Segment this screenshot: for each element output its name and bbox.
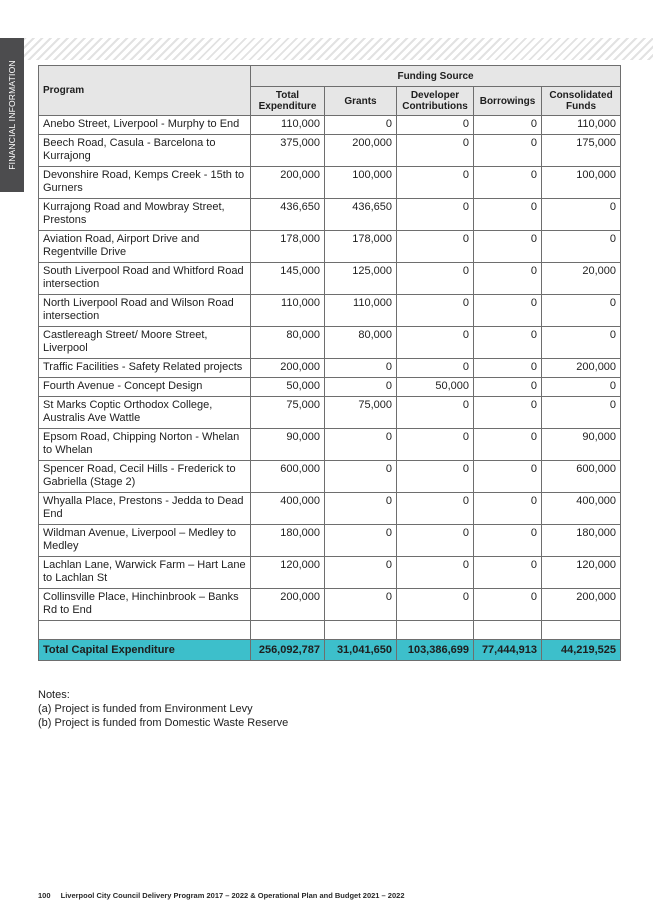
consolidated-funds-cell: 175,000	[542, 135, 621, 167]
grants-header: Grants	[325, 87, 397, 116]
total-expenditure-cell: 200,000	[251, 359, 325, 378]
table-row	[39, 135, 621, 167]
program-cell: Traffic Facilities - Safety Related projects	[39, 359, 251, 378]
borrowings-header: Borrowings	[474, 87, 542, 116]
grants-cell: 0	[325, 378, 397, 397]
borrowings-cell: 0	[474, 378, 542, 397]
total-label: Total Capital Expenditure	[39, 640, 251, 661]
grants-cell: 125,000	[325, 263, 397, 295]
grants-cell: 0	[325, 525, 397, 557]
blank-cell	[397, 621, 474, 640]
developer-contributions-cell: 0	[397, 557, 474, 589]
blank-row	[39, 621, 621, 640]
program-cell: Epsom Road, Chipping Norton - Whelan to Whelan	[39, 429, 251, 461]
borrowings-cell: 0	[474, 461, 542, 493]
consolidated-funds-cell: 110,000	[542, 116, 621, 135]
total-consolidated-value: 44,219,525	[542, 640, 621, 661]
total-expenditure-header: Total Expenditure	[251, 87, 325, 116]
total-expenditure-cell: 180,000	[251, 525, 325, 557]
table-row	[39, 397, 621, 429]
notes-section	[38, 688, 288, 730]
consolidated-funds-cell: 200,000	[542, 589, 621, 621]
developer-contributions-cell: 0	[397, 589, 474, 621]
consolidated-funds-cell: 200,000	[542, 359, 621, 378]
program-cell: Wildman Avenue, Liverpool – Medley to Medley	[39, 525, 251, 557]
borrowings-cell: 0	[474, 525, 542, 557]
developer-contributions-cell: 0	[397, 327, 474, 359]
table-row	[39, 199, 621, 231]
total-expenditure-value: 256,092,787	[251, 640, 325, 661]
borrowings-cell: 0	[474, 135, 542, 167]
note-line: (b) Project is funded from Domestic Waste Reserve	[38, 717, 289, 729]
borrowings-cell: 0	[474, 397, 542, 429]
total-expenditure-cell: 75,000	[251, 397, 325, 429]
grants-cell: 178,000	[325, 231, 397, 263]
side-tab-label: FINANCIAL INFORMATION	[7, 60, 17, 170]
program-cell: Castlereagh Street/ Moore Street, Liverpool	[39, 327, 251, 359]
total-expenditure-cell: 120,000	[251, 557, 325, 589]
table-row	[39, 493, 621, 525]
grants-cell: 110,000	[325, 295, 397, 327]
table-row	[39, 525, 621, 557]
blank-cell	[325, 621, 397, 640]
table-body	[39, 116, 621, 661]
borrowings-cell: 0	[474, 429, 542, 461]
developer-contributions-cell: 0	[397, 429, 474, 461]
total-expenditure-cell: 110,000	[251, 295, 325, 327]
grants-cell: 100,000	[325, 167, 397, 199]
developer-contributions-cell: 0	[397, 231, 474, 263]
developer-contributions-cell: 0	[397, 359, 474, 378]
total-expenditure-cell: 600,000	[251, 461, 325, 493]
table-row	[39, 359, 621, 378]
total-expenditure-cell: 436,650	[251, 199, 325, 231]
program-cell: Aviation Road, Airport Drive and Regentville Drive	[39, 231, 251, 263]
program-cell: South Liverpool Road and Whitford Road intersection	[39, 263, 251, 295]
consolidated-funds-cell: 0	[542, 295, 621, 327]
page-number: 100	[38, 891, 51, 900]
footer-title: Liverpool City Council Delivery Program 2017 – 2022 & Operational Plan and Budget 2021 – 2022	[60, 891, 405, 900]
borrowings-cell: 0	[474, 199, 542, 231]
total-expenditure-cell: 400,000	[251, 493, 325, 525]
developer-contributions-cell: 0	[397, 493, 474, 525]
program-cell: Spencer Road, Cecil Hills - Frederick to Gabriella (Stage 2)	[39, 461, 251, 493]
grants-cell: 0	[325, 557, 397, 589]
borrowings-cell: 0	[474, 231, 542, 263]
consolidated-funds-cell: 120,000	[542, 557, 621, 589]
grants-cell: 200,000	[325, 135, 397, 167]
grants-cell: 0	[325, 461, 397, 493]
consolidated-funds-cell: 90,000	[542, 429, 621, 461]
funding-source-header: Funding Source	[251, 66, 621, 87]
blank-cell	[39, 621, 251, 640]
blank-cell	[542, 621, 621, 640]
table-row	[39, 167, 621, 199]
program-cell: Collinsville Place, Hinchinbrook – Banks Rd to End	[39, 589, 251, 621]
table-row	[39, 461, 621, 493]
developer-contributions-cell: 0	[397, 135, 474, 167]
borrowings-cell: 0	[474, 359, 542, 378]
developer-contributions-cell: 0	[397, 295, 474, 327]
note-line: (a) Project is funded from Environment Levy	[38, 703, 253, 715]
consolidated-funds-cell: 0	[542, 327, 621, 359]
program-cell: Whyalla Place, Prestons - Jedda to Dead End	[39, 493, 251, 525]
developer-contributions-cell: 0	[397, 116, 474, 135]
grants-cell: 0	[325, 359, 397, 378]
notes-heading: Notes:	[38, 689, 70, 701]
total-expenditure-cell: 145,000	[251, 263, 325, 295]
total-grants-value: 31,041,650	[325, 640, 397, 661]
borrowings-cell: 0	[474, 116, 542, 135]
consolidated-funds-cell: 0	[542, 231, 621, 263]
total-expenditure-cell: 200,000	[251, 589, 325, 621]
grants-cell: 0	[325, 589, 397, 621]
total-developer-value: 103,386,699	[397, 640, 474, 661]
total-expenditure-cell: 80,000	[251, 327, 325, 359]
consolidated-funds-cell: 20,000	[542, 263, 621, 295]
developer-contributions-cell: 50,000	[397, 378, 474, 397]
consolidated-funds-cell: 100,000	[542, 167, 621, 199]
borrowings-cell: 0	[474, 327, 542, 359]
program-cell: Devonshire Road, Kemps Creek - 15th to Gurners	[39, 167, 251, 199]
consolidated-funds-cell: 600,000	[542, 461, 621, 493]
developer-contributions-cell: 0	[397, 525, 474, 557]
borrowings-cell: 0	[474, 557, 542, 589]
program-cell: Lachlan Lane, Warwick Farm – Hart Lane to Lachlan St	[39, 557, 251, 589]
capital-expenditure-table	[38, 65, 621, 661]
total-expenditure-cell: 110,000	[251, 116, 325, 135]
developer-contributions-cell: 0	[397, 263, 474, 295]
total-expenditure-cell: 50,000	[251, 378, 325, 397]
consolidated-funds-cell: 0	[542, 199, 621, 231]
program-cell: Fourth Avenue - Concept Design	[39, 378, 251, 397]
grants-cell: 436,650	[325, 199, 397, 231]
consolidated-funds-cell: 0	[542, 397, 621, 429]
developer-contributions-cell: 0	[397, 199, 474, 231]
table-row	[39, 589, 621, 621]
developer-contributions-cell: 0	[397, 167, 474, 199]
consolidated-funds-header: Consolidated Funds	[542, 87, 621, 116]
program-cell: North Liverpool Road and Wilson Road intersection	[39, 295, 251, 327]
side-section-tab	[0, 38, 24, 192]
grants-cell: 0	[325, 429, 397, 461]
consolidated-funds-cell: 180,000	[542, 525, 621, 557]
grants-cell: 0	[325, 493, 397, 525]
borrowings-cell: 0	[474, 263, 542, 295]
blank-cell	[474, 621, 542, 640]
program-cell: St Marks Coptic Orthodox College, Australis Ave Wattle	[39, 397, 251, 429]
page-footer	[38, 891, 405, 900]
total-row	[39, 640, 621, 661]
developer-contributions-cell: 0	[397, 397, 474, 429]
total-borrowings-value: 77,444,913	[474, 640, 542, 661]
grants-cell: 75,000	[325, 397, 397, 429]
total-expenditure-cell: 178,000	[251, 231, 325, 263]
blank-cell	[251, 621, 325, 640]
developer-contributions-cell: 0	[397, 461, 474, 493]
table-row	[39, 116, 621, 135]
table-row	[39, 327, 621, 359]
borrowings-cell: 0	[474, 295, 542, 327]
table-header	[39, 66, 621, 116]
table-row	[39, 429, 621, 461]
grants-cell: 0	[325, 116, 397, 135]
borrowings-cell: 0	[474, 589, 542, 621]
total-expenditure-cell: 375,000	[251, 135, 325, 167]
program-cell: Beech Road, Casula - Barcelona to Kurrajong	[39, 135, 251, 167]
decorative-hatch-band	[24, 38, 653, 60]
table-row	[39, 557, 621, 589]
developer-contributions-header: Developer Contributions	[397, 87, 474, 116]
total-expenditure-cell: 90,000	[251, 429, 325, 461]
program-cell: Kurrajong Road and Mowbray Street, Prestons	[39, 199, 251, 231]
program-column-header: Program	[39, 66, 251, 116]
table-row	[39, 295, 621, 327]
borrowings-cell: 0	[474, 167, 542, 199]
program-cell: Anebo Street, Liverpool - Murphy to End	[39, 116, 251, 135]
borrowings-cell: 0	[474, 493, 542, 525]
table-row	[39, 378, 621, 397]
consolidated-funds-cell: 0	[542, 378, 621, 397]
grants-cell: 80,000	[325, 327, 397, 359]
total-expenditure-cell: 200,000	[251, 167, 325, 199]
table-row	[39, 231, 621, 263]
table-row	[39, 263, 621, 295]
consolidated-funds-cell: 400,000	[542, 493, 621, 525]
